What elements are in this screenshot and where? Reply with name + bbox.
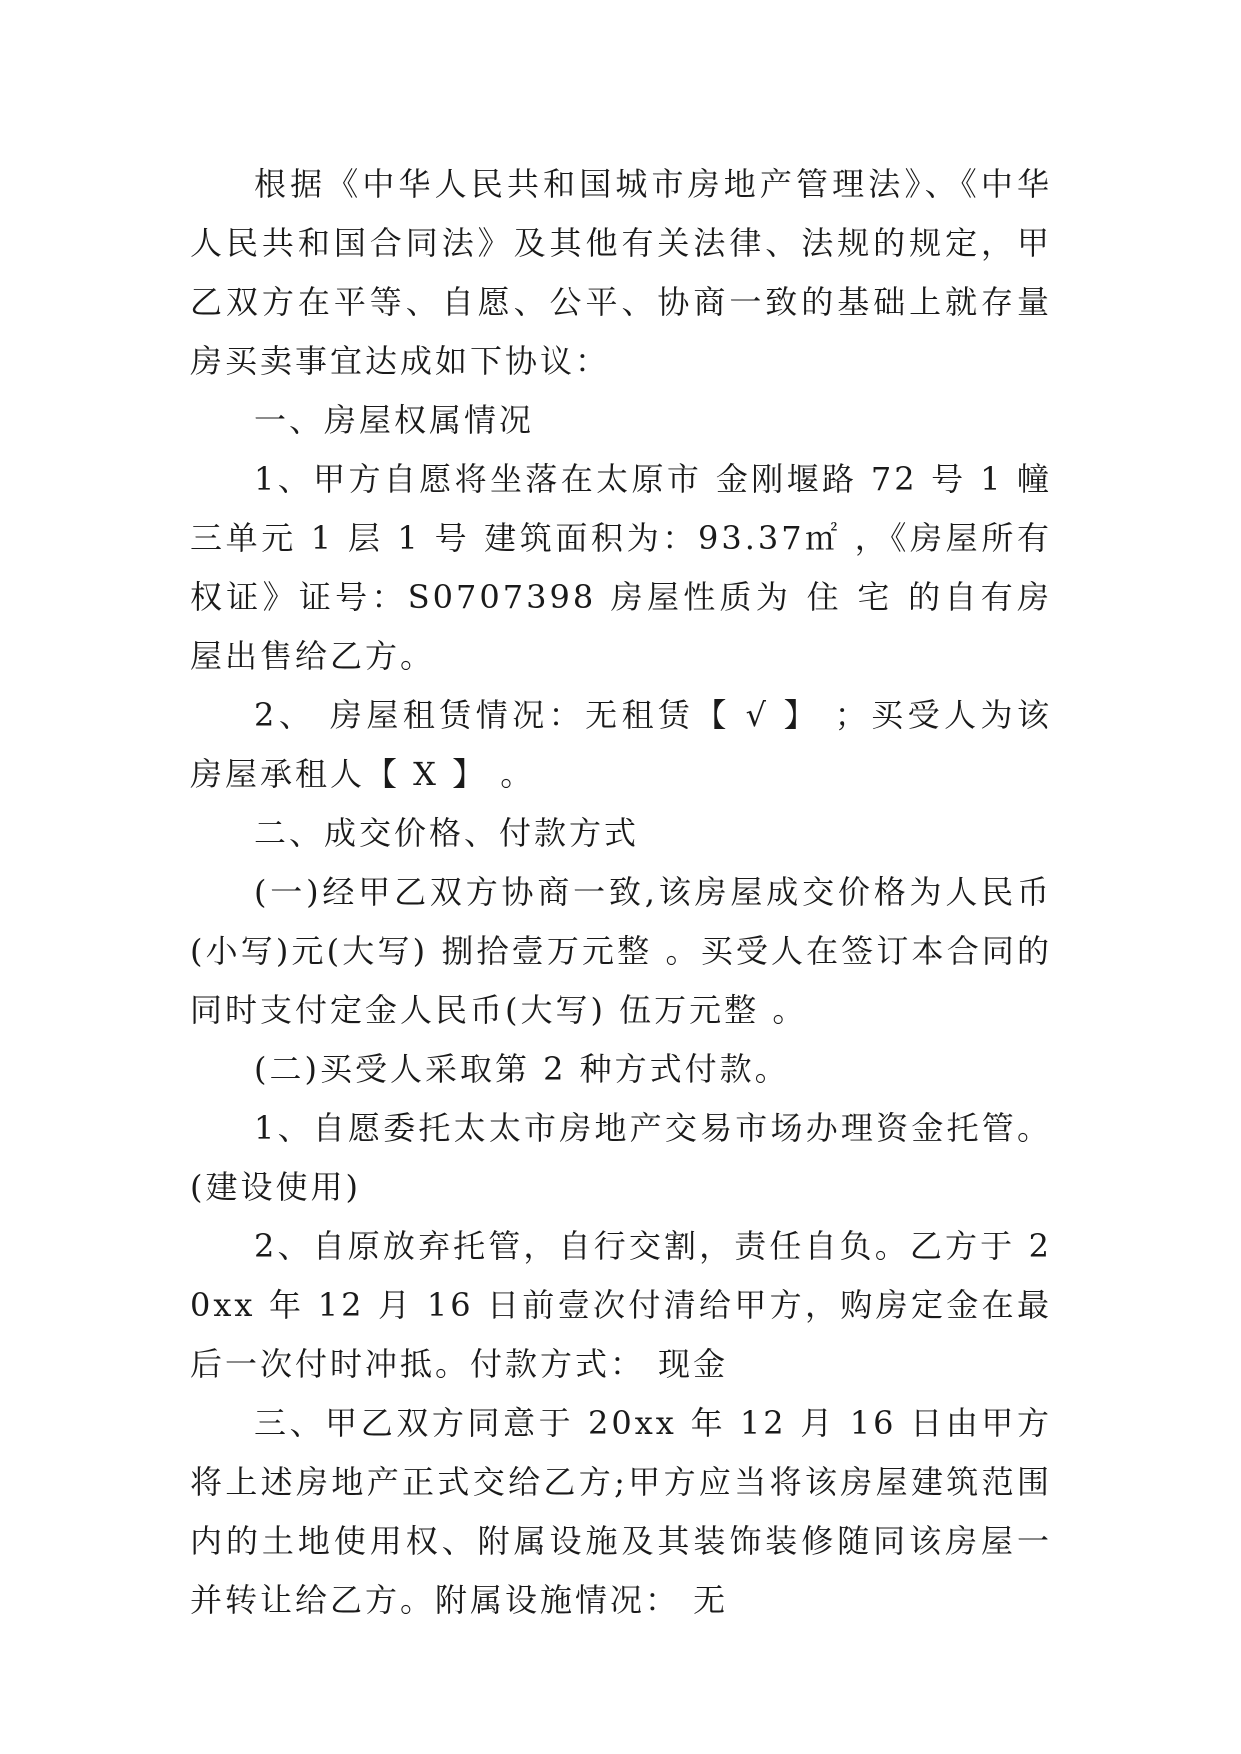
clause-self-settlement-option: 2、自原放弃托管，自行交割，责任自负。乙方于 20xx 年 12 月 16 日前壹次付清给甲方，购房定金在最后一次付时冲抵。付款方式： 现金 — [190, 1227, 1052, 1383]
clause-escrow-option: 1、自愿委托太太市房地产交易市场办理资金托管。(建设使用) — [190, 1109, 1052, 1206]
section-heading-property-ownership: 一、房屋权属情况 — [254, 401, 535, 439]
clause-lease-status: 2、 房屋租赁情况：无租赁【 √ 】 ；买受人为该房屋承租人【 X 】 。 — [190, 696, 1052, 793]
clause-transaction-price: (一)经甲乙双方协商一致,该房屋成交价格为人民币(小写)元(大写) 捌拾壹万元整 。买受人在签订本合同的同时支付定金人民币(大写) 伍万元整 。 — [190, 873, 1052, 1029]
section-heading-price-payment: 二、成交价格、付款方式 — [254, 814, 640, 852]
section-property-handover: 三、甲乙双方同意于 20xx 年 12 月 16 日由甲方将上述房地产正式交给乙方;甲方应当将该房屋建筑范围内的土地使用权、附属设施及其装饰装修随同该房屋一并转让给乙方。附属设施情况： 无 — [190, 1404, 1052, 1619]
document-body — [190, 155, 1052, 1630]
intro-paragraph: 根据《中华人民共和国城市房地产管理法》、《中华人民共和国合同法》及其他有关法律、法规的规定，甲乙双方在平等、自愿、公平、协商一致的基础上就存量房买卖事宜达成如下协议： — [190, 165, 1052, 380]
clause-payment-method: (二)买受人采取第 2 种方式付款。 — [254, 1050, 790, 1088]
clause-property-location: 1、甲方自愿将坐落在太原市 金刚堰路 72 号 1 幢三单元 1 层 1 号 建筑面积为：93.37㎡ ，《房屋所有权证》证号：S0707398 房屋性质为 住 宅 的自有房屋出售给乙方。 — [190, 460, 1052, 675]
